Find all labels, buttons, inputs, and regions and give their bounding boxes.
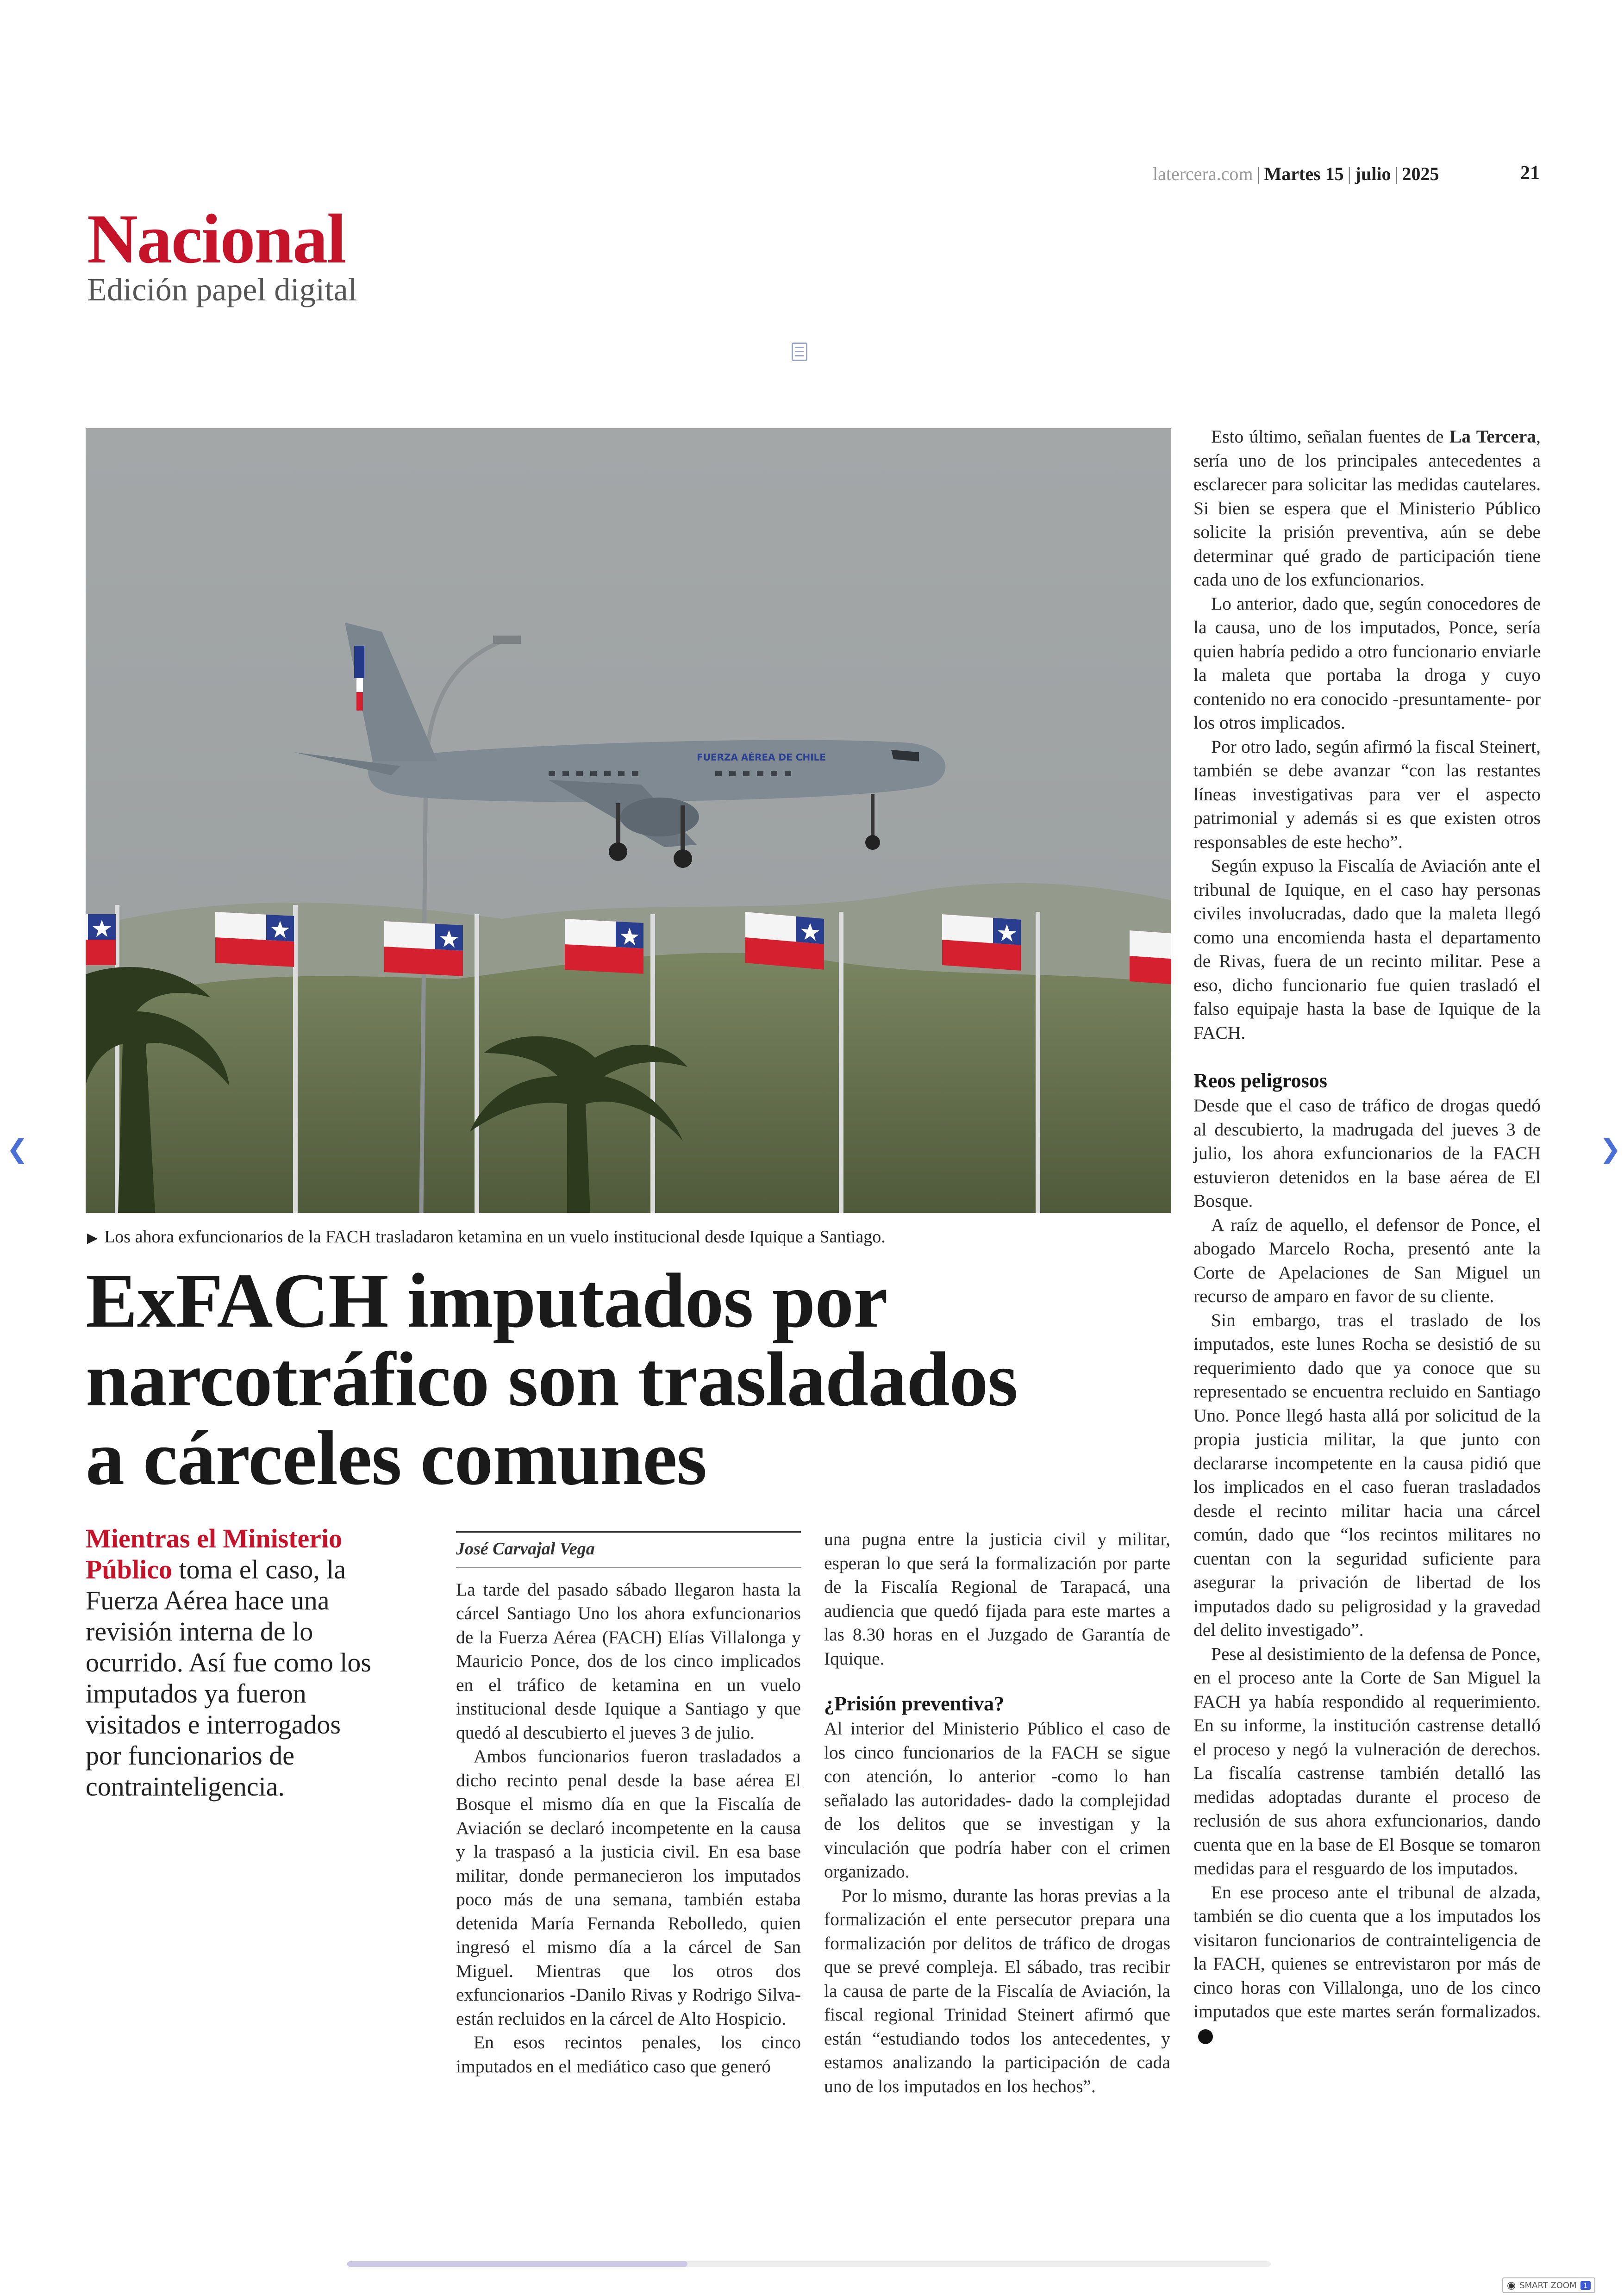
paragraph: Por lo mismo, durante las horas previas a la formalización el ente persecutor prepara una formalización por delitos de tráfico de drogas que se prevé compleja. El sábado, tras recibir la causa de parte de la Fiscalía de Aviación, la fiscal regional Trinidad Steinert afirmó que están “estudiando todos los antecedentes, y estamos analizando la participación de cada uno de los imputados en los hechos”. xyxy=(824,1885,1170,2096)
newspaper-name: La Tercera xyxy=(1449,426,1537,447)
lead-text: toma el caso, la Fuerza Aérea hace una revisión interna de lo ocurrido. Así fue como los imputados ya fueron visitados e interrogados por funcionarios de contrainteligencia. xyxy=(86,1554,371,1802)
article-lead xyxy=(86,1523,373,1802)
subheading-reos-peligrosos: Reos peligrosos xyxy=(1193,1069,1327,1092)
year: 2025 xyxy=(1402,163,1439,184)
page-scrollbar-thumb[interactable] xyxy=(347,2261,687,2267)
byline: José Carvajal Vega xyxy=(456,1531,801,1568)
smart-zoom-badge: 1 xyxy=(1580,2281,1591,2290)
masthead-date: latercera.com | Martes 15 | julio | 2025 xyxy=(1153,163,1439,184)
smart-zoom-label: SMART ZOOM xyxy=(1519,2280,1577,2290)
subheading-prision-preventiva: ¿Prisión preventiva? xyxy=(824,1692,1005,1715)
weekday: Martes 15 xyxy=(1264,163,1344,184)
section-subtitle: Edición papel digital xyxy=(87,272,357,308)
svg-text:FUERZA AÉREA DE CHILE: FUERZA AÉREA DE CHILE xyxy=(697,752,826,763)
chevron-right-icon[interactable]: ❯ xyxy=(1599,1134,1621,1164)
lead-highlight: Mientras el Ministerio Público xyxy=(86,1523,343,1584)
paragraph: Ambos funcionarios fueron trasladados a dicho recinto penal desde la base aérea El Bosque el mismo día en que la Fiscalía de Aviación se declaró incompetente en la causa y la traspasó a la justicia civil. En esa base militar, donde permanecieron los imputados poco más de una semana, también estaba detenida María Fernanda Rebolledo, quien ingresó el mismo día a la cárcel de San Miguel. Mientras que los otros dos exfuncionarios -Danilo Rivas y Rodrigo Silva- están recluidos en la cárcel de Alto Hospicio. xyxy=(456,1746,801,2029)
paragraph: Al interior del Ministerio Público el caso de los cinco funcionarios de la FACH se sigue con atención, lo anterior -como lo han señalado las autoridades- dado la complejidad de los delitos que se investigan y la vinculación que podría haber con el crimen organizado. xyxy=(824,1718,1170,1882)
article-column-3 xyxy=(1193,425,1541,2047)
headline-line: ExFACH imputados por xyxy=(86,1258,887,1344)
caption-text: Los ahora exfuncionarios de la FACH trasladaron ketamina en un vuelo institucional desde Iquique a Santiago. xyxy=(104,1227,886,1247)
paragraph: Pese al desistimiento de la defensa de Ponce, en el proceso ante la Corte de San Miguel la FACH ya había respondido al requerimiento. En su informe, la institución castrense detalló el proceso y negó la vulneración de derechos. La fiscalía castrense también detalló las medidas adoptadas durante el proceso de reclusión de sus ahora exfuncionarios, dando cuenta que en la base de El Bosque se tomaron medidas para el resguardo de los imputados. xyxy=(1193,1643,1541,1878)
article-column-2 xyxy=(824,1528,1170,2098)
paragraph: La tarde del pasado sábado llegaron hasta la cárcel Santiago Uno los ahora exfuncionarios de la Fuerza Aérea (FACH) Elías Villalonga y Mauricio Ponce, dos de los cinco implicados en el tráfico de ketamina en un vuelo institucional desde Iquique a Santiago y que quedó al descubierto el jueves 3 de julio. xyxy=(456,1579,801,1743)
paragraph: Desde que el caso de tráfico de drogas quedó al descubierto, la madrugada del jueves 3 de julio, los ahora exfuncionarios de la FACH estuvieron detenidos en la base aérea de El Bosque. xyxy=(1193,1095,1541,1211)
paragraph: Sin embargo, tras el traslado de los imputados, este lunes Rocha se desistió de su requerimiento dado que ya conoce que su representado se encuentra recluido en Santiago Uno. Ponce llegó hasta allá por solicitud de la propia justicia militar, la que junto con declararse incompetente en la causa pidió que los implicados en el caso fueran trasladados desde el recinto militar hacia una cárcel común, dado que “los recintos militares no cuentan con la seguridad suficiente para asegurar la privación de libertad de los imputados dado su peligrosidad y la gravedad del delito investigado”. xyxy=(1193,1310,1541,1640)
month: julio xyxy=(1355,163,1391,184)
document-icon[interactable] xyxy=(792,343,807,361)
site-name: latercera.com xyxy=(1153,163,1253,184)
paragraph: En esos recintos penales, los cinco imputados en el mediático caso que generó xyxy=(456,2032,801,2077)
end-of-article-icon xyxy=(1198,2029,1213,2044)
chevron-left-icon[interactable]: ❮ xyxy=(6,1134,28,1164)
headline-line: narcotráfico son trasladados xyxy=(86,1336,1018,1422)
paragraph: A raíz de aquello, el defensor de Ponce, el abogado Marcelo Rocha, presentó ante la Corte de Apelaciones de San Miguel un recurso de amparo en favor de su cliente. xyxy=(1193,1214,1541,1306)
article-column-1 xyxy=(456,1531,801,2078)
page-number: 21 xyxy=(1520,162,1540,184)
caption-arrow-icon: ▶ xyxy=(87,1230,98,1246)
paragraph: Lo anterior, dado que, según conocedores de la causa, uno de los imputados, Ponce, sería quien habría pedido a otro funcionario enviarle la maleta que portaba la droga y cuyo contenido no era conocido -presuntamente- por los otros implicados. xyxy=(1193,593,1541,733)
headline-line: a cárceles comunes xyxy=(86,1415,707,1501)
paragraph: Por otro lado, según afirmó la fiscal Steinert, también se debe avanzar “con las restantes líneas investigativas para ver el aspecto patrimonial y además si es que existen otros responsables de este hecho”. xyxy=(1193,736,1541,852)
paragraph: Esto último, señalan fuentes de La Tercera, sería uno de los principales antecedentes a esclarecer para solicitar las medidas cautelares. Si bien se espera que el Ministerio Público solicite la prisión preventiva, aún se debe determinar qué grado de participación tiene cada uno de los exfuncionarios. xyxy=(1193,426,1541,590)
smart-zoom-button[interactable] xyxy=(1502,2277,1595,2293)
paragraph: Según expuso la Fiscalía de Aviación ante el tribunal de Iquique, en el caso hay personas civiles involucradas, dado que la maleta llegó como una encomienda hasta el departamento de Rivas, fuera de un recinto militar. Pese a eso, dicho funcionario fue quien trasladó el falso equipaje hasta la base de Iquique de la FACH. xyxy=(1193,855,1541,1043)
photo-caption xyxy=(87,1227,886,1247)
article-photo xyxy=(86,428,1171,1213)
eye-icon: ◉ xyxy=(1507,2279,1516,2291)
article-headline xyxy=(86,1258,1178,1501)
paragraph: En ese proceso ante el tribunal de alzada, también se dio cuenta que a los imputados los visitaron funcionarios de contrainteligencia de la FACH, quienes se entrevistaron por más de cinco horas con Villalonga, uno de los cinco imputados que este martes serán formalizados. xyxy=(1193,1881,1541,2048)
paragraph: una pugna entre la justicia civil y militar, esperan lo que será la formalización por parte de la Fiscalía Regional de Tarapacá, una audiencia que quedó fijada para este martes a las 8.30 horas en el Juzgado de Garantía de Iquique. xyxy=(824,1529,1170,1669)
section-title: Nacional xyxy=(87,200,346,278)
